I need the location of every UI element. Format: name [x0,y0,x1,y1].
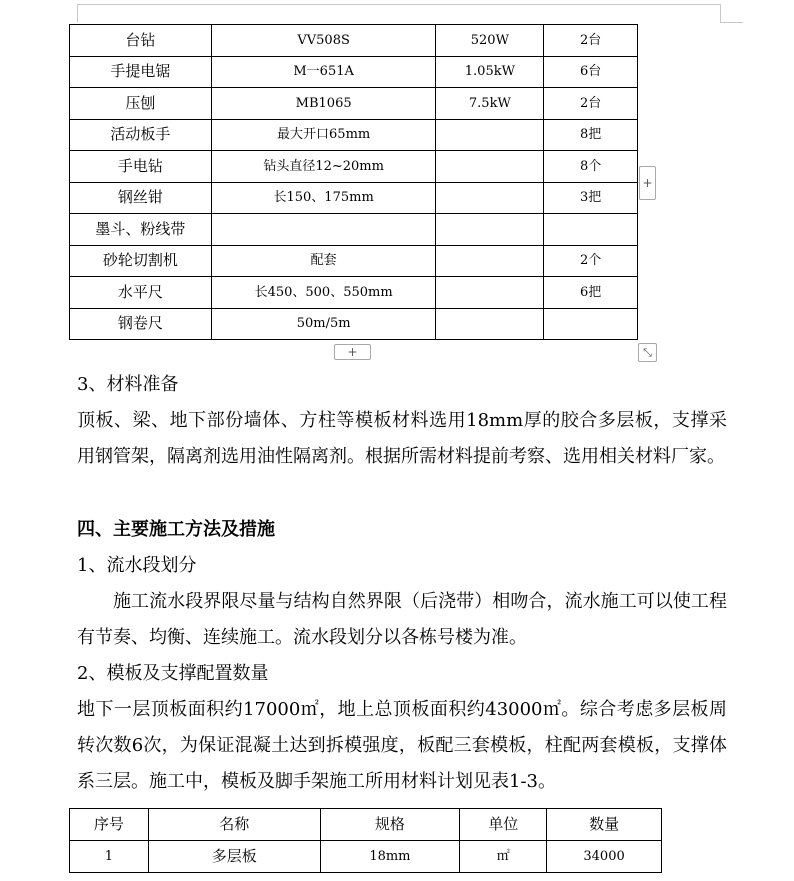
tool-spec-cell: 配套 [211,245,436,277]
tools-table-body [70,25,638,340]
section-4-2-title: 2、模板及支撑配置数量 [77,663,269,684]
tool-spec-cell: M一651A [211,56,436,88]
tools-table [69,24,638,340]
tool-row [70,88,638,120]
tool-spec-cell: 钻头直径12~20mm [211,151,436,183]
tool-row [70,182,638,214]
tool-qty-cell: 2台 [544,25,638,57]
cell-unit: ㎡ [460,841,547,873]
header-cell-spec: 规格 [320,809,460,841]
tool-name-cell: 水平尺 [70,277,212,309]
tool-name-cell: 砂轮切割机 [70,245,212,277]
tool-name-cell: 手提电锯 [70,56,212,88]
header-cell-qty: 数量 [547,809,662,841]
tool-qty-cell: 2台 [544,88,638,120]
tool-power-cell [436,308,544,340]
tool-power-cell [436,277,544,309]
tool-spec-cell: 长150、175mm [211,182,436,214]
cell-name: 多层板 [148,841,320,873]
tool-qty-cell: 2个 [544,245,638,277]
tool-name-cell: 钢卷尺 [70,308,212,340]
tool-power-cell: 7.5kW [436,88,544,120]
tool-power-cell: 520W [436,25,544,57]
tool-power-cell [436,245,544,277]
tool-spec-cell: 50m/5m [211,308,436,340]
tool-power-cell [436,151,544,183]
section-4-1-title: 1、流水段划分 [77,555,197,576]
page-left-border [77,4,78,22]
page-top-border [77,4,720,5]
tool-spec-cell: 长450、500、550mm [211,277,436,309]
tool-power-cell [436,214,544,246]
tool-qty-cell: 8个 [544,151,638,183]
tool-spec-cell: VV508S [211,25,436,57]
header-cell-unit: 单位 [460,809,547,841]
page-corner-mark [720,4,743,23]
tool-name-cell: 手电钻 [70,151,212,183]
tool-power-cell [436,119,544,151]
section-3-title: 3、材料准备 [77,374,179,395]
tool-name-cell: 活动板手 [70,119,212,151]
tool-row [70,151,638,183]
tool-qty-cell: 6台 [544,56,638,88]
tool-qty-cell: 3把 [544,182,638,214]
tool-name-cell: 墨斗、粉线带 [70,214,212,246]
tool-spec-cell: 最大开口65mm [211,119,436,151]
header-cell-index: 序号 [70,809,149,841]
tool-row [70,119,638,151]
tool-spec-cell: MB1065 [211,88,436,120]
tool-row [70,308,638,340]
cell-qty: 34000 [547,841,662,873]
tool-row [70,56,638,88]
tool-row [70,25,638,57]
tool-spec-cell [211,214,436,246]
section-4-1-text: 施工流水段界限尽量与结构自然界限（后浇带）相吻合，流水施工可以使工程有节奏、均衡、连续施工。流水段划分以各栋号楼为准。 [77,591,727,648]
tool-row [70,245,638,277]
plan-table-row [70,841,662,873]
tool-qty-cell: 8把 [544,119,638,151]
material-plan-table [69,808,662,873]
tool-name-cell: 台钻 [70,25,212,57]
add-column-button[interactable]: + [639,166,656,200]
cell-spec: 18mm [320,841,460,873]
tool-power-cell: 1.05kW [436,56,544,88]
section-3-text: 顶板、梁、地下部份墙体、方柱等模板材料选用18mm厚的胶合多层板，支撑采用钢管架，隔离剂选用油性隔离剂。根据所需材料提前考察、选用相关材料厂家。 [77,410,727,467]
cell-index: 1 [70,841,149,873]
tool-qty-cell [544,214,638,246]
plan-table-header-row [70,809,662,841]
tool-qty-cell: 6把 [544,277,638,309]
tool-qty-cell [544,308,638,340]
tool-name-cell: 压刨 [70,88,212,120]
chapter-4-heading: 四、主要施工方法及措施 [77,519,275,540]
add-row-button[interactable]: + [334,344,371,360]
tool-name-cell: 钢丝钳 [70,182,212,214]
tool-power-cell [436,182,544,214]
header-cell-name: 名称 [148,809,320,841]
tool-row [70,214,638,246]
table-resize-handle-icon[interactable]: ⤡ [638,343,657,362]
section-4-2-text: 地下一层顶板面积约17000㎡，地上总顶板面积约43000㎡。综合考虑多层板周转次数6次，为保证混凝土达到拆模强度，板配三套模板，柱配两套模板，支撑体系三层。施工中，模板及脚手架施工所用材料计划见表1-3。 [77,699,727,792]
tool-row [70,277,638,309]
